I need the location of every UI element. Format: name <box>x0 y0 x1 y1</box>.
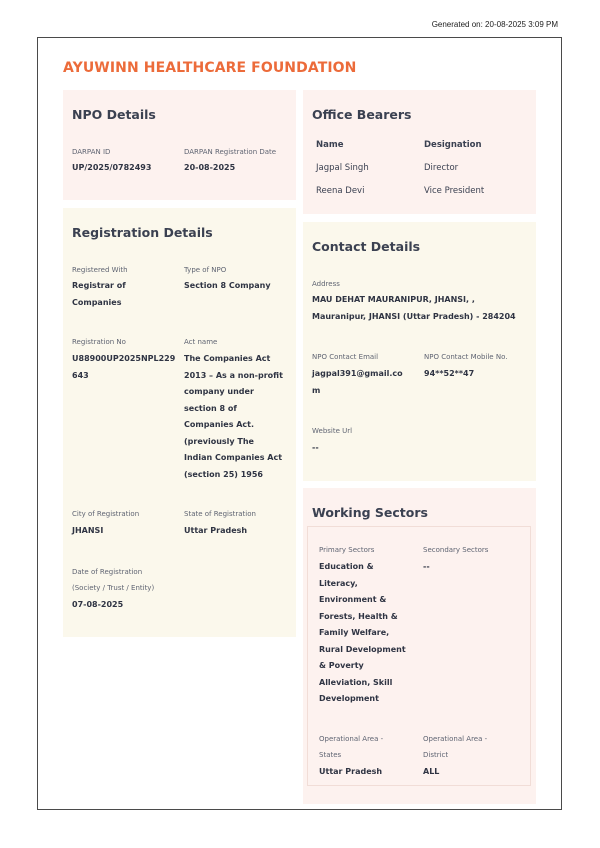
office-bearers-card <box>303 90 536 214</box>
date-label-line: Date of Registration <box>72 568 143 576</box>
bearer-designation: Vice President <box>424 186 485 196</box>
contact-mobile-value: 94**52**47 <box>424 369 475 378</box>
working-sectors-title: Working Sectors <box>312 505 428 520</box>
primary-sectors-value <box>319 559 406 708</box>
address-line: MAU DEHAT MAURANIPUR, JHANSI, , <box>312 295 475 304</box>
act-name-line: (previously The <box>184 436 254 446</box>
bearer-designation: Director <box>424 163 459 173</box>
act-name-line: section 8 of <box>184 403 237 413</box>
website-url-label: Website Url <box>312 427 353 435</box>
primary-sector-line: Family Welfare, <box>319 628 390 637</box>
office-bearers-title: Office Bearers <box>312 107 412 122</box>
darpan-reg-date-label: DARPAN Registration Date <box>184 148 277 156</box>
bearer-name: Reena Devi <box>316 186 365 196</box>
registered-with-value <box>72 278 126 311</box>
contact-mobile-label: NPO Contact Mobile No. <box>424 353 508 361</box>
secondary-sectors-value: -- <box>423 562 430 571</box>
primary-sector-line: Alleviation, Skill <box>319 677 393 687</box>
darpan-id-label: DARPAN ID <box>72 148 111 156</box>
op-states-label-line: States <box>319 751 342 759</box>
website-url-value: -- <box>312 443 319 452</box>
primary-sectors-label: Primary Sectors <box>319 546 375 554</box>
act-name-line: (section 25) 1956 <box>184 469 263 479</box>
operational-states-label <box>319 731 383 763</box>
registration-no-line: 643 <box>72 370 89 380</box>
date-label-line: (Society / Trust / Entity) <box>72 584 155 592</box>
npo-details-title: NPO Details <box>72 107 156 122</box>
organization-title: AYUWINN HEALTHCARE FOUNDATION <box>63 60 357 76</box>
email-line: m <box>312 385 321 395</box>
city-of-registration-value: JHANSI <box>72 526 104 535</box>
date-of-registration-label <box>72 564 154 596</box>
npo-details-card <box>63 90 296 200</box>
act-name-line: 2013 – As a non-profit <box>184 370 283 380</box>
secondary-sectors-label: Secondary Sectors <box>423 546 489 554</box>
city-of-registration-label: City of Registration <box>72 510 140 518</box>
generated-timestamp: Generated on: 20-08-2025 3:09 PM <box>431 20 558 29</box>
act-name-line: The Companies Act <box>184 354 271 363</box>
primary-sector-line: Forests, Health & <box>319 611 398 621</box>
primary-sector-line: Rural Development <box>319 644 406 654</box>
registration-no-value <box>72 351 175 384</box>
primary-sector-line: Development <box>319 694 379 703</box>
op-district-label-line: District <box>423 751 449 759</box>
bearer-name: Jagpal Singh <box>316 163 369 173</box>
registration-details-title: Registration Details <box>72 225 213 240</box>
contact-email-label: NPO Contact Email <box>312 353 379 361</box>
operational-district-value: ALL <box>423 767 440 776</box>
act-name-line: company under <box>184 387 254 396</box>
state-of-registration-value: Uttar Pradesh <box>184 526 248 535</box>
address-value <box>312 292 516 325</box>
email-line: jagpal391@gmail.co <box>312 369 403 378</box>
act-name-line: Indian Companies Act <box>184 453 283 462</box>
act-name-line: Companies Act. <box>184 420 255 429</box>
npo-type-label: Type of NPO <box>184 266 227 274</box>
primary-sector-line: Environment & <box>319 595 387 604</box>
primary-sector-line: Literacy, <box>319 578 358 588</box>
primary-sector-line: & Poverty <box>319 661 364 670</box>
contact-details-card <box>303 222 536 481</box>
name-header: Name <box>316 140 344 150</box>
darpan-reg-date-value: 20-08-2025 <box>184 163 236 172</box>
op-states-label-line: Operational Area - <box>319 735 384 743</box>
operational-district-label <box>423 731 487 763</box>
darpan-id-value: UP/2025/0782493 <box>72 163 152 172</box>
primary-sector-line: Education & <box>319 562 374 571</box>
registration-no-label: Registration No <box>72 338 126 346</box>
registration-details-card <box>63 208 296 637</box>
registration-no-line: U88900UP2025NPL229 <box>72 354 176 363</box>
registered-with-line: Registrar of <box>72 281 126 290</box>
op-district-label-line: Operational Area - <box>423 735 488 743</box>
contact-email-value <box>312 366 403 399</box>
registered-with-line: Companies <box>72 297 122 307</box>
contact-details-title: Contact Details <box>312 239 421 254</box>
state-of-registration-label: State of Registration <box>184 510 256 518</box>
registered-with-label: Registered With <box>72 266 128 274</box>
address-label: Address <box>312 280 340 288</box>
act-name-label: Act name <box>184 338 218 346</box>
address-line: Mauranipur, JHANSI (Uttar Pradesh) - 284204 <box>312 311 516 321</box>
date-of-registration-value: 07-08-2025 <box>72 600 124 609</box>
act-name-value <box>184 351 283 483</box>
designation-header: Designation <box>424 140 482 150</box>
operational-states-value: Uttar Pradesh <box>319 767 383 776</box>
npo-type-value: Section 8 Company <box>184 281 271 290</box>
